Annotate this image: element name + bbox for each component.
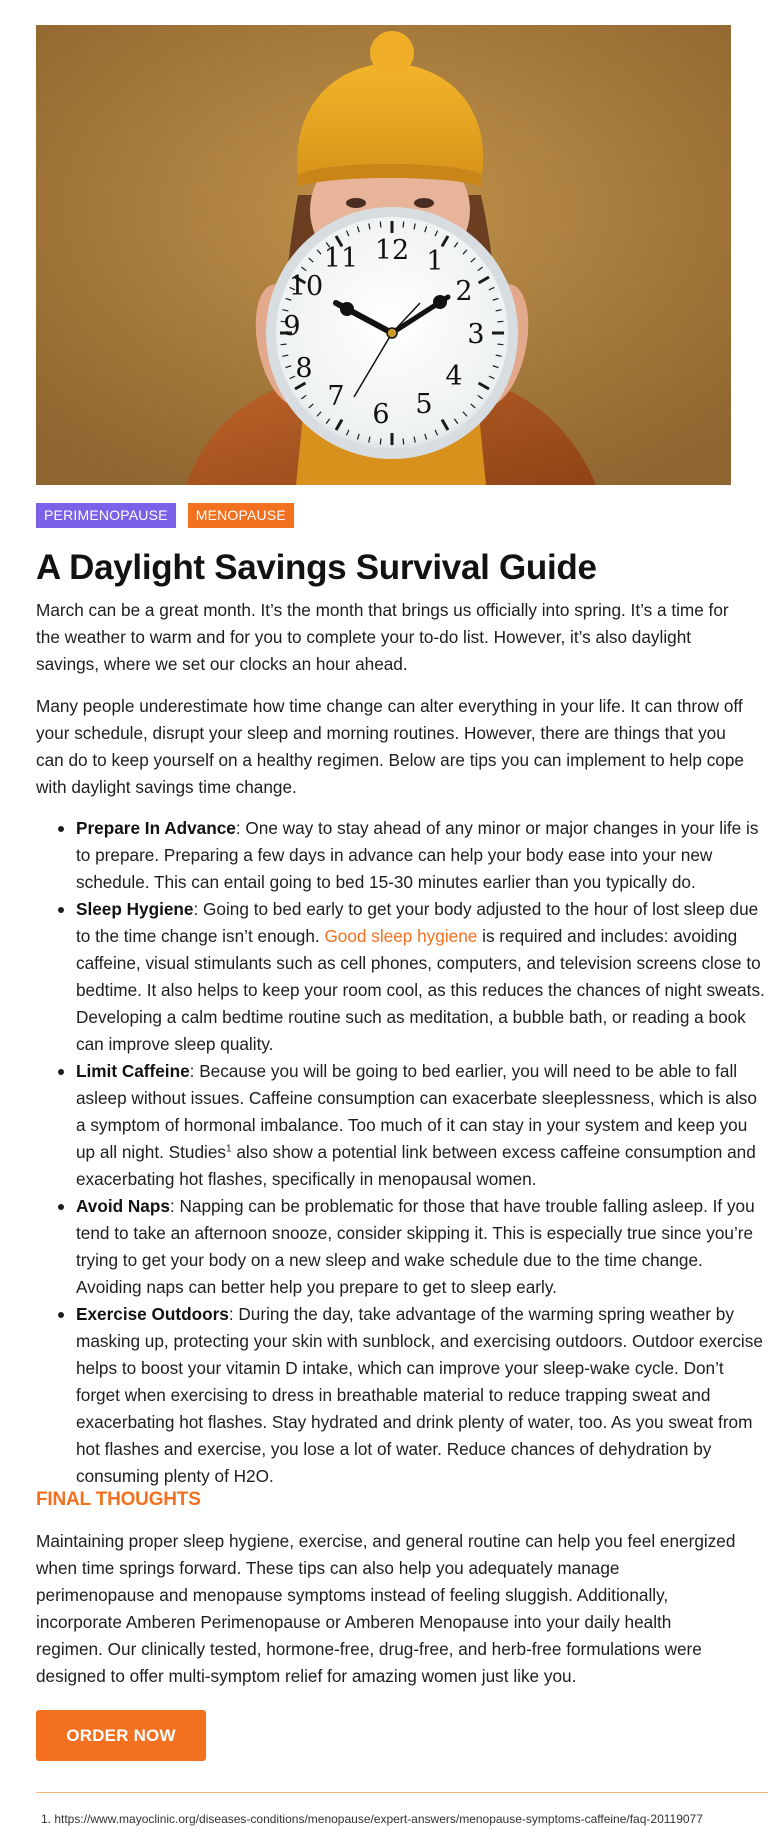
list-item (36, 1058, 770, 1193)
bullet-icon (58, 907, 64, 913)
clock-tick (380, 438, 381, 444)
clock-numeral: 10 (288, 271, 324, 302)
clock-tick (281, 344, 287, 345)
tip-heading: Exercise Outdoors (76, 1304, 229, 1324)
final-thoughts-heading: FINAL THOUGHTS (36, 1489, 201, 1510)
clock-numeral: 8 (295, 353, 313, 384)
tip-text: : Napping can be problematic for those that have trouble falling asleep. If you tend to take an afternoon snooze, consider skipping it. This is especially true since you’re trying to get your body on a new sleep and wake schedule due to the time change. Avoiding naps can better help you prepare to get to sleep early. (76, 1196, 755, 1297)
list-item (36, 1301, 770, 1490)
tip-text: : Because you will be going to bed earlier, you will need to be able to fall asleep without issues. Caffeine consumption can exacerbate sleeplessness, which is also a symptom of hormonal imbalance. Too much of it can stay in your system and keep you up all night. Studies (76, 1061, 757, 1162)
clock-numeral: 6 (372, 399, 390, 430)
article-title: A Daylight Savings Survival Guide (36, 548, 597, 587)
tip-heading: Avoid Naps (76, 1196, 170, 1216)
clock-tick (380, 222, 381, 228)
list-item (36, 1193, 770, 1301)
clock-tick (497, 344, 503, 345)
order-now-button[interactable]: ORDER NOW (36, 1710, 206, 1761)
tip-text: : Going to bed early to get your body adjusted to the hour of lost sleep due to the time change isn’t enough. (76, 899, 759, 946)
bullet-icon (58, 1204, 64, 1210)
intro-paragraph: Many people underestimate how time change can alter everything in your life. It can throw off your schedule, disrupt your sleep and morning routines. However, there are things that you can do to keep yourself on a healthy regimen. Below are tips you can implement to help cope with daylight savings time change. (36, 696, 744, 797)
tip-text: also show a potential link between excess caffeine consumption and exacerbating hot flashes, specifically in menopausal women. (76, 1142, 756, 1189)
tip-heading: Limit Caffeine (76, 1061, 190, 1081)
tips-list (36, 815, 770, 1490)
bullet-icon (58, 1069, 64, 1075)
tag-perimenopause[interactable]: PERIMENOPAUSE (36, 503, 176, 528)
tip-text: is required and includes: avoiding caffeine, visual stimulants such as cell phones, computers, and television screens close to bedtime. It also helps to keep your room cool, as this reduces the chances of night sweats. Developing a calm bedtime routine such as meditation, a bubble bath, or reading a book can improve sleep quality. (76, 926, 765, 1054)
clock-numeral: 7 (327, 381, 345, 412)
clock-numeral: 4 (445, 361, 463, 392)
clock-tick (403, 222, 404, 228)
bullet-icon (58, 1312, 64, 1318)
footnote-divider (36, 1792, 768, 1793)
footnote-citation[interactable]: 1. https://www.mayoclinic.org/diseases-conditions/menopause/expert-answers/menopause-symptoms-caffeine/faq-20119077 (41, 1812, 703, 1826)
clock-numeral: 2 (455, 276, 473, 307)
intro-paragraph: March can be a great month. It’s the month that brings us officially into spring. It’s a time for the weather to warm and for you to complete your to-do list. However, it’s also daylight savings, where we set our clocks an hour ahead. (36, 600, 729, 674)
category-tags (36, 503, 294, 528)
tip-text: : One way to stay ahead of any minor or major changes in your life is to prepare. Preparing a few days in advance can help your body ease into your new schedule. This can entail going to bed 15-30 minutes earlier than you typically do. (76, 818, 759, 892)
list-item (36, 896, 770, 1058)
clock-tick (497, 321, 503, 322)
list-item (36, 815, 770, 896)
tip-heading: Sleep Hygiene (76, 899, 194, 919)
clock-numeral: 3 (467, 319, 485, 350)
clock-numeral: 5 (415, 389, 433, 420)
tag-menopause[interactable]: MENOPAUSE (188, 503, 294, 528)
clock-numeral: 11 (323, 243, 359, 274)
woman-holding-clock-illustration (36, 25, 731, 485)
bullet-icon (58, 826, 64, 832)
tip-heading: Prepare In Advance (76, 818, 236, 838)
tip-text: : During the day, take advantage of the warming spring weather by masking up, protecting your skin with sunblock, and exercising outdoors. Outdoor exercise helps to boost your vitamin D intake, which can improve your sleep-wake cycle. Don’t forget when exercising to dress in breathable material to reduce trapping sweat and exacerbating hot flashes. Stay hydrated and drink plenty of water, too. As you sweat from hot flashes and exercise, you lose a lot of water. Reduce chances of dehydration by consuming plenty of H2O. (76, 1304, 763, 1486)
footnote-reference[interactable]: 1 (226, 1143, 232, 1155)
final-thoughts-paragraph: Maintaining proper sleep hygiene, exercise, and general routine can help you feel energized when time springs forward. These tips can also help you adequately manage perimenopause and menopause symptoms instead of feeling sluggish. Additionally, incorporate Amberen Perimenopause or Amberen Menopause into your daily health regimen. Our clinically tested, hormone-free, drug-free, and herb-free formulations were designed to offer multi-symptom relief for amazing women just like you. (36, 1531, 736, 1686)
clock-numeral: 1 (426, 246, 444, 277)
hero-image (36, 25, 731, 485)
clock-tick (403, 438, 404, 444)
clock-numeral: 9 (283, 311, 301, 342)
good-sleep-hygiene-link[interactable]: Good sleep hygiene (324, 926, 478, 946)
clock-numeral: 12 (374, 235, 410, 266)
